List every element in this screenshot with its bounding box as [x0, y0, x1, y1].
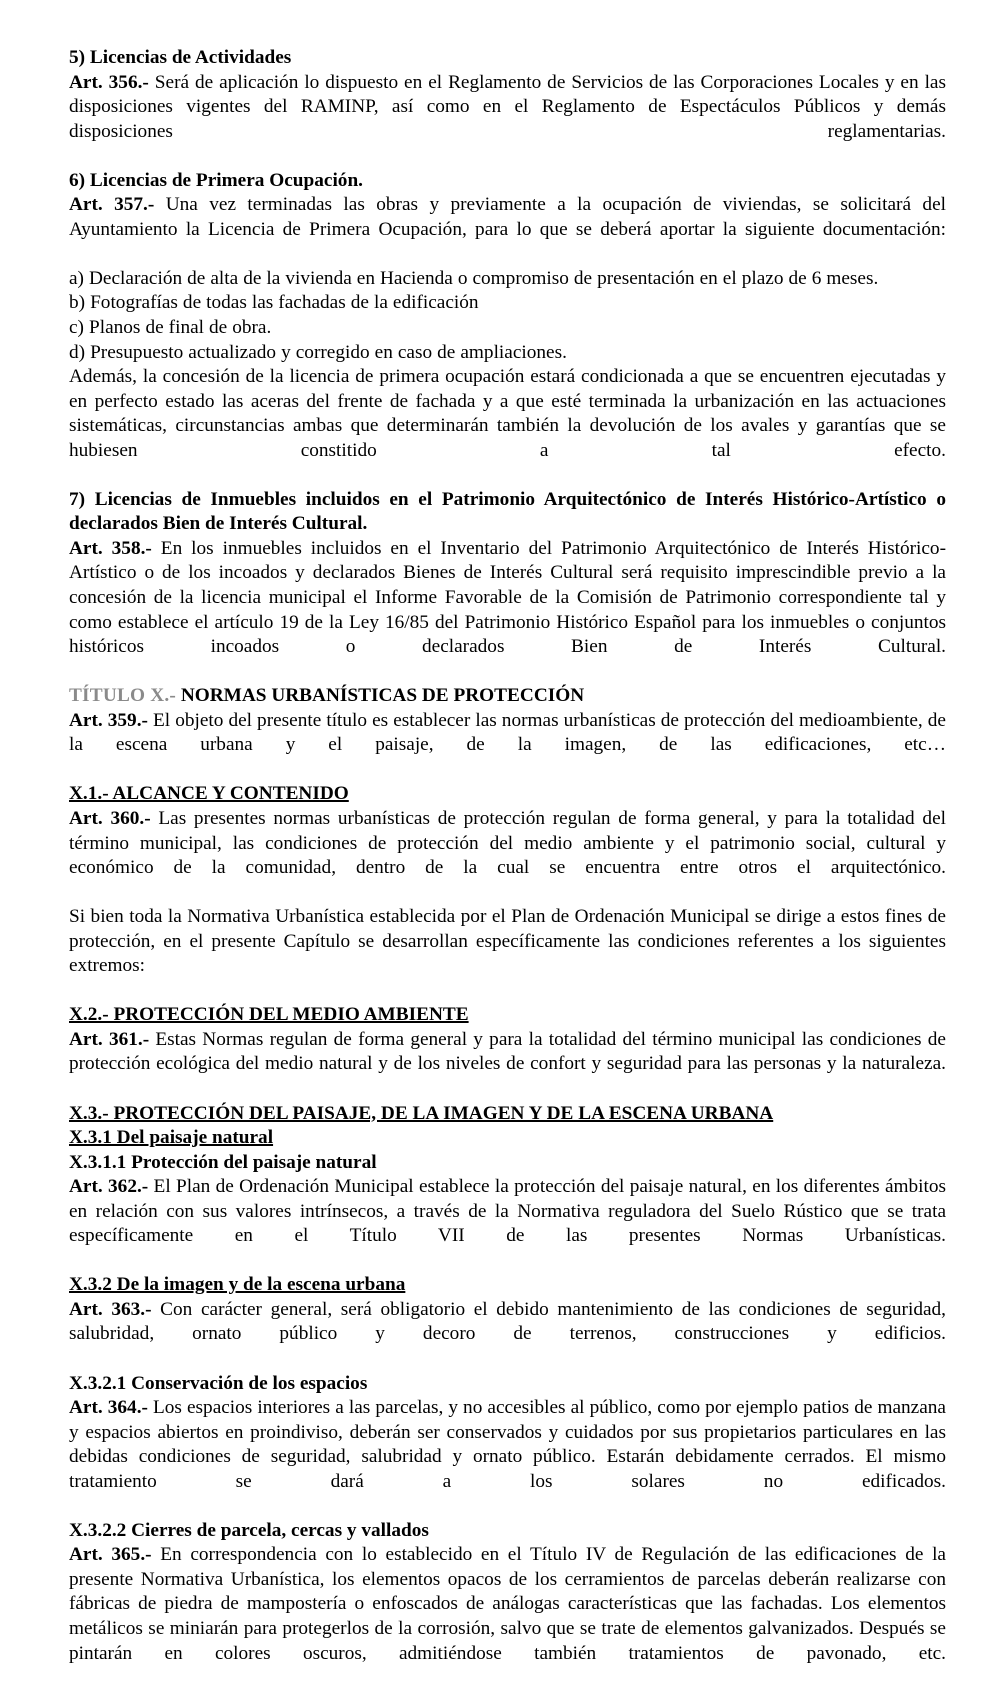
article-body-357: Una vez terminadas las obras y previamente a la ocupación de viviendas, se solicitará del Ayuntamiento la Licencia de Primera Ocupación, para lo que se deberá aportar la siguiente documentación: — [69, 194, 946, 240]
list-item-a: a) Declaración de alta de la vivienda en Hacienda o compromiso de presentación en el plazo de 6 meses. — [69, 267, 879, 289]
heading-x-3-2-1 — [69, 1372, 946, 1397]
paragraph-art-356 — [69, 71, 946, 169]
article-label-363: Art. 363.- — [69, 1298, 152, 1320]
heading-text: 5) Licencias de Actividades — [69, 47, 292, 68]
heading-text: X.2.- PROTECCIÓN DEL MEDIO AMBIENTE — [69, 1004, 469, 1026]
heading-6-licencias-primera-ocupacion — [69, 169, 946, 194]
list-item-d: d) Presupuesto actualizado y corregido en caso de ampliaciones. — [69, 341, 567, 363]
heading-text: 6) Licencias de Primera Ocupación. — [69, 169, 363, 191]
heading-titulo-x — [69, 684, 946, 709]
heading-text: X.3.1 Del paisaje natural — [69, 1127, 274, 1149]
heading-x-3 — [69, 1102, 946, 1127]
paragraph-si-bien: Si bien toda la Normativa Urbanística establecida por el Plan de Ordenación Municipal se dirige a estos fines de protección, en el presente Capítulo se desarrollan específicamente las condiciones referentes a los siguientes extremos: — [69, 906, 946, 977]
paragraph-art-363 — [69, 1298, 946, 1372]
list-item-b: b) Fotografías de todas las fachadas de la edificación — [69, 292, 479, 314]
article-body-360: Las presentes normas urbanísticas de protección regulan de forma general, y para la totalidad del término municipal, las condiciones de protección del medio ambiente y el patrimonio social, cultural y económico de la comunidad, dentro de la cual se encuentra entre otros el arquitectónico. — [69, 807, 946, 879]
paragraph-art-359 — [69, 709, 946, 783]
article-body-362: El Plan de Ordenación Municipal establece la protección del paisaje natural, en los diferentes ámbitos en relación con sus valores intrínsecos, a través de la Normativa reguladora del Suelo Rústico que se trata específicamente en el Título VII de las presentes Normas Urbanísticas. — [69, 1176, 946, 1247]
article-label-361: Art. 361.- — [69, 1028, 150, 1050]
article-body-363: Con carácter general, será obligatorio el debido mantenimiento de las condiciones de seguridad, salubridad, ornato público y decoro de terrenos, construcciones y edificios. — [69, 1298, 946, 1345]
article-label-364: Art. 364.- — [69, 1397, 148, 1419]
heading-text: X.3.2 De la imagen y de la escena urbana — [69, 1274, 406, 1296]
paragraph-art-360 — [69, 807, 946, 905]
article-body-361: Estas Normas regulan de forma general y para la totalidad del término municipal las condiciones de protección ecológica del medio natural y de los niveles de confort y seguridad para las personas y la naturaleza. — [69, 1028, 946, 1075]
heading-text: X.3.- PROTECCIÓN DEL PAISAJE, DE LA IMAGEN Y DE LA ESCENA URBANA — [69, 1102, 774, 1124]
article-label-360: Art. 360.- — [69, 807, 151, 829]
heading-x-3-1 — [69, 1126, 946, 1151]
heading-text: X.1.- ALCANCE Y CONTENIDO — [69, 783, 349, 805]
article-label-358: Art. 358.- — [69, 537, 152, 559]
heading-x-3-1-1 — [69, 1151, 946, 1176]
paragraph-art-365 — [69, 1543, 946, 1690]
heading-7-licencias-inmuebles — [69, 488, 946, 537]
article-body-365: En correspondencia con lo establecido en el Título IV de Regulación de las edificaciones de la presente Normativa Urbanística, los elementos opacos de los cerramientos de parcelas deberán realizarse con fábricas de piedra de mampostería o enfoscados de análogas características que las fachadas. Los elementos metálicos se miniarán para protegerlos de la corrosión, salvo que se trate de elementos galvanizados. Después se pintarán en colores oscuros, admitiéndose también tratamientos de pavonado, etc. — [69, 1544, 946, 1664]
paragraph-ademas: Además, la concesión de la licencia de primera ocupación estará condicionada a que se encuentren ejecutadas y en perfecto estado las aceras del frente de fachada y a que esté terminada la urbanización en las actuaciones sistemáticas, circunstancias ambas que determinarán también la devolución de los avales y garantías que se hubiesen constitido a tal efecto. — [69, 366, 946, 461]
article-body-359: El objeto del presente título es establecer las normas urbanísticas de protección del medioambiente, de la escena urbana y el paisaje, de la imagen, de las edificaciones, etc… — [69, 709, 946, 756]
titulo-x-main: NORMAS URBANÍSTICAS DE PROTECCIÓN — [176, 685, 585, 707]
article-label-365: Art. 365.- — [69, 1544, 152, 1566]
paragraph-art-361 — [69, 1028, 946, 1102]
heading-text: X.3.1.1 Protección del paisaje natural — [69, 1151, 377, 1173]
heading-x-3-2-2 — [69, 1519, 946, 1544]
article-body-356: Será de aplicación lo dispuesto en el Reglamento de Servicios de las Corporaciones Locales y en las disposiciones vigentes del RAMINP, así como en el Reglamento de Espectáculos Públicos y demás disposiciones reglamentarias. — [69, 71, 946, 142]
heading-text: 7) Licencias de Inmuebles incluidos en el Patrimonio Arquitectónico de Interés Histórico-Artístico o declarados Bien de Interés Cultural. — [69, 488, 946, 535]
article-label-359: Art. 359.- — [69, 709, 148, 731]
article-body-364: Los espacios interiores a las parcelas, y no accesibles al público, como por ejemplo patios de manzana y espacios abiertos en proindiviso, deberán ser conservados y cuidados por sus propietarios particulares en las debidas condiciones de seguridad, salubridad y ornato público. Estarán debidamente cerrados. El mismo tratamiento se dará a los solares no edificados. — [69, 1397, 946, 1492]
heading-5-licencias-actividades — [69, 46, 946, 71]
heading-x-1 — [69, 782, 946, 807]
titulo-x-prefix: TÍTULO X.- — [69, 685, 176, 707]
heading-text: X.3.2.1 Conservación de los espacios — [69, 1372, 368, 1394]
paragraph-art-357 — [69, 193, 946, 267]
heading-text: X.3.2.2 Cierres de parcela, cercas y vallados — [69, 1519, 429, 1541]
heading-x-3-2 — [69, 1273, 946, 1298]
article-label-362: Art. 362.- — [69, 1176, 149, 1198]
article-body-358: En los inmuebles incluidos en el Inventario del Patrimonio Arquitectónico de Interés Histórico-Artístico o de los incoados y declarados Bienes de Interés Cultural será requisito imprescindible previo a la concesión de la licencia municipal el Informe Favorable de la Comisión de Patrimonio correspondiente tal y como establece el artículo 19 de la Ley 16/85 del Patrimonio Histórico Español para los inmuebles o conjuntos históricos incoados o declarados Bien de Interés Cultural. — [69, 537, 946, 658]
paragraph-art-358 — [69, 537, 946, 684]
article-label-356: Art. 356.- — [69, 71, 149, 93]
paragraph-art-364 — [69, 1396, 946, 1519]
list-item-c: c) Planos de final de obra. — [69, 317, 272, 339]
article-label-357: Art. 357.- — [69, 194, 155, 216]
document-text-column — [69, 46, 946, 1691]
heading-x-2 — [69, 1003, 946, 1028]
paragraph-art-362 — [69, 1175, 946, 1273]
